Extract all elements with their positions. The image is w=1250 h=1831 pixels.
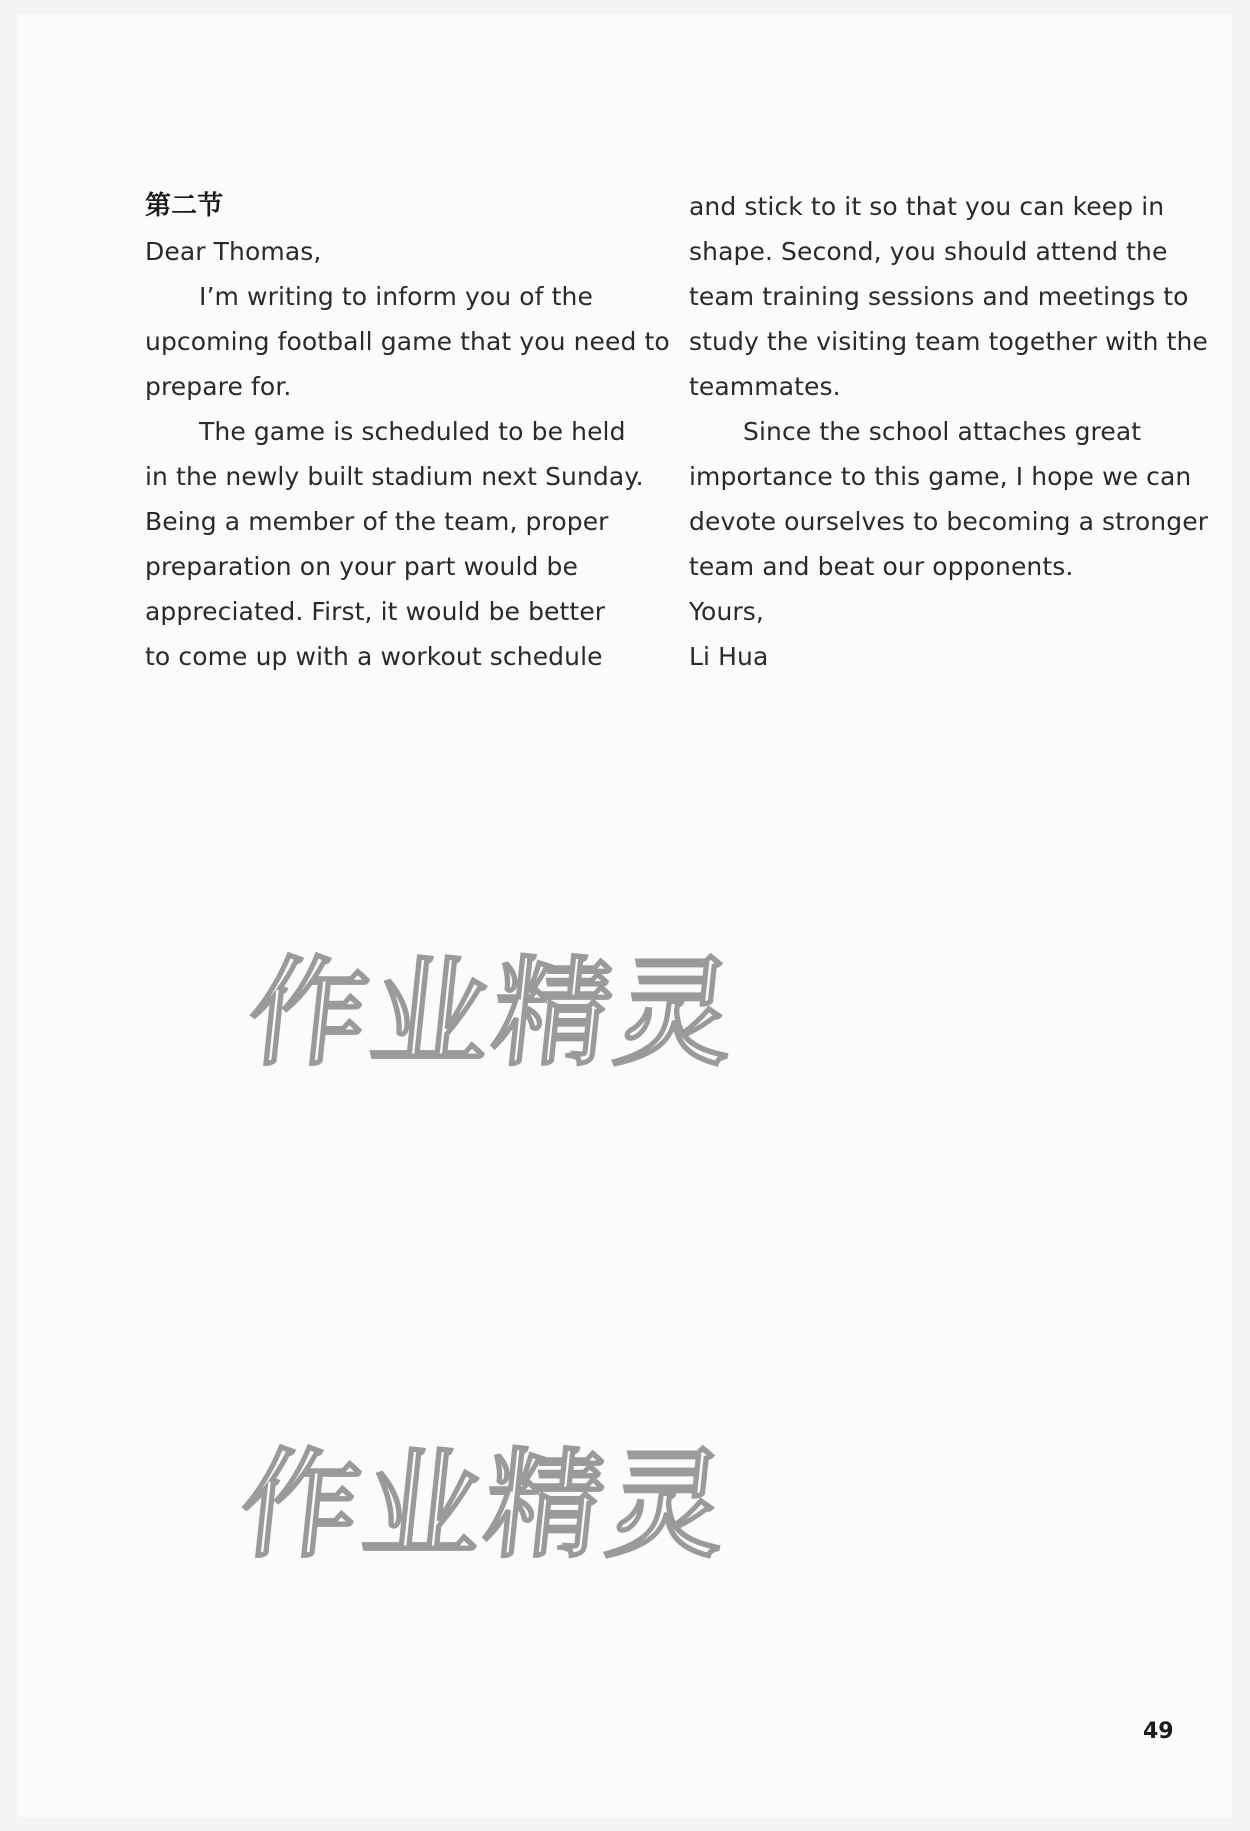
letter-line: preparation on your part would be: [145, 552, 578, 581]
letter-line: Being a member of the team, proper: [145, 507, 609, 536]
letter-line: upcoming football game that you need to: [145, 327, 670, 356]
letter-line: team and beat our opponents.: [689, 552, 1074, 581]
letter-line: and stick to it so that you can keep in: [689, 192, 1165, 221]
letter-closing: Yours,: [689, 597, 764, 626]
letter-line: shape. Second, you should attend the: [689, 237, 1168, 266]
watermark-text: 作业精灵: [234, 1436, 737, 1574]
letter-left-column: [145, 184, 670, 679]
letter-line: Dear Thomas,: [145, 237, 322, 266]
letter-line: in the newly built stadium next Sunday.: [145, 462, 644, 491]
document-page: [18, 14, 1232, 1817]
watermark-upper: [240, 914, 780, 1104]
watermark-text: 作业精灵: [242, 944, 745, 1082]
letter-right-column: [689, 184, 1209, 679]
letter-line: The game is scheduled to be held: [199, 417, 626, 446]
letter-line: devote ourselves to becoming a stronger: [689, 507, 1209, 536]
letter-signature: Li Hua: [689, 642, 769, 671]
letter-line: prepare for.: [145, 372, 292, 401]
letter-line: appreciated. First, it would be better: [145, 597, 606, 626]
watermark-lower: [232, 1406, 792, 1596]
section-heading: 第二节: [145, 191, 224, 221]
letter-line: to come up with a workout schedule: [145, 642, 603, 671]
page-number: 49: [1143, 1719, 1174, 1744]
letter-line: I’m writing to inform you of the: [199, 282, 593, 311]
letter-line: Since the school attaches great: [743, 417, 1142, 446]
letter-line: teammates.: [689, 372, 841, 401]
letter-line: study the visiting team together with the: [689, 327, 1208, 356]
letter-line: team training sessions and meetings to: [689, 282, 1189, 311]
letter-line: importance to this game, I hope we can: [689, 462, 1192, 491]
